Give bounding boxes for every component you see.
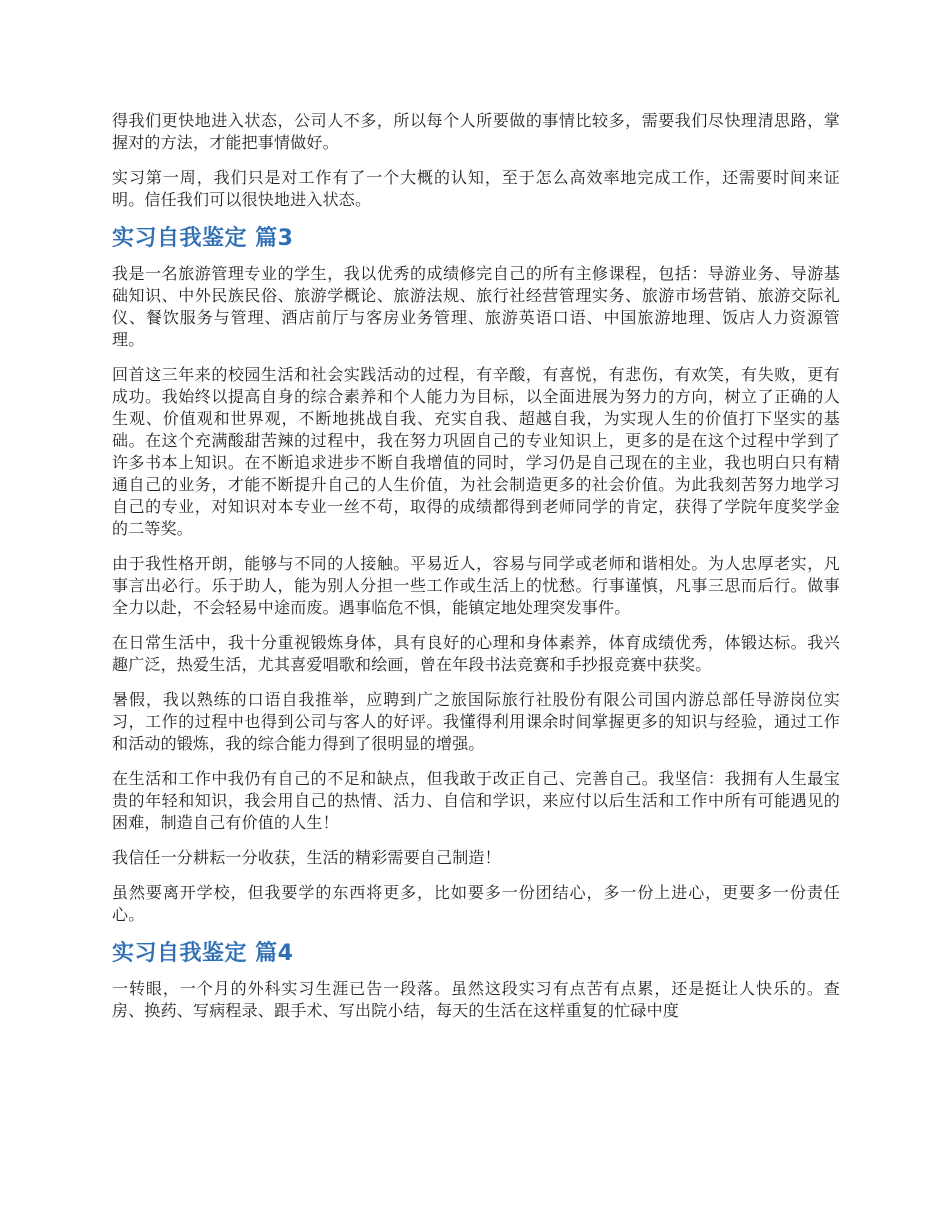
paragraph: 回首这三年来的校园生活和社会实践活动的过程，有辛酸，有喜悦，有悲伤，有欢笑，有失败，更有成功。我始终以提高自身的综合素养和个人能力为目标，以全面进展为努力的方向，树立了正确的人生观、价值观和世界观，不断地挑战自我、充实自我、超越自我，为实现人生的价值打下坚实的基础。在这个充满酸甜苦辣的过程中，我在努力巩固自己的专业知识上，更多的是在这个过程中学到了许多书本上知识。在不断追求进步不断自我增值的同时，学习仍是自己现在的主业，我也明白只有精通自己的业务，才能不断提升自己的人生价值，为社会制造更多的社会价值。为此我刻苦努力地学习自己的专业，对知识对本专业一丝不苟，取得的成绩都得到老师同学的肯定，获得了学院年度奖学金的二等奖。	[112, 365, 840, 538]
paragraph: 虽然要离开学校，但我要学的东西将更多，比如要多一份团结心，多一份上进心，更要多一份责任心。	[112, 883, 840, 924]
document-page	[112, 110, 840, 1035]
section-heading-4: 实习自我鉴定 篇4	[112, 941, 294, 966]
section-heading-3: 实习自我鉴定 篇3	[112, 226, 294, 251]
paragraph: 在日常生活中，我十分重视锻炼身体，具有良好的心理和身体素养，体育成绩优秀，体锻达标。我兴趣广泛，热爱生活，尤其喜爱唱歌和绘画，曾在年段书法竞赛和手抄报竞赛中获奖。	[112, 633, 840, 674]
paragraph: 由于我性格开朗，能够与不同的人接触。平易近人，容易与同学或老师和谐相处。为人忠厚老实，凡事言出必行。乐于助人，能为别人分担一些工作或生活上的忧愁。行事谨慎，凡事三思而后行。做事全力以赴，不会轻易中途而废。遇事临危不惧，能镇定地处理突发事件。	[112, 554, 840, 617]
paragraph: 得我们更快地进入状态，公司人不多，所以每个人所要做的事情比较多，需要我们尽快理清思路，掌握对的方法，才能把事情做好。	[112, 111, 840, 152]
paragraph: 我是一名旅游管理专业的学生，我以优秀的成绩修完自己的所有主修课程，包括：导游业务、导游基础知识、中外民族民俗、旅游学概论、旅游法规、旅行社经营管理实务、旅游市场营销、旅游交际礼仪、餐饮服务与管理、酒店前厅与客房业务管理、旅游英语口语、中国旅游地理、饭店人力资源管理。	[112, 264, 840, 349]
paragraph: 我信任一分耕耘一分收获，生活的精彩需要自己制造！	[112, 848, 501, 867]
paragraph: 在生活和工作中我仍有自己的不足和缺点，但我敢于改正自己、完善自己。我坚信：我拥有人生最宝贵的年轻和知识，我会用自己的热情、活力、自信和学识，来应付以后生活和工作中所有可能遇见的困难，制造自己有价值的人生！	[112, 769, 840, 832]
paragraph: 一转眼，一个月的外科实习生涯已告一段落。虽然这段实习有点苦有点累，还是挺让人快乐的。查房、换药、写病程录、跟手术、写出院小结，每天的生活在这样重复的忙碌中度	[112, 979, 840, 1020]
paragraph: 实习第一周，我们只是对工作有了一个大概的认知，至于怎么高效率地完成工作，还需要时间来证明。信任我们可以很快地进入状态。	[112, 168, 840, 209]
paragraph: 暑假，我以熟练的口语自我推举，应聘到广之旅国际旅行社股份有限公司国内游总部任导游岗位实习，工作的过程中也得到公司与客人的好评。我懂得利用课余时间掌握更多的知识与经验，通过工作和活动的锻炼，我的综合能力得到了很明显的增强。	[112, 690, 840, 753]
